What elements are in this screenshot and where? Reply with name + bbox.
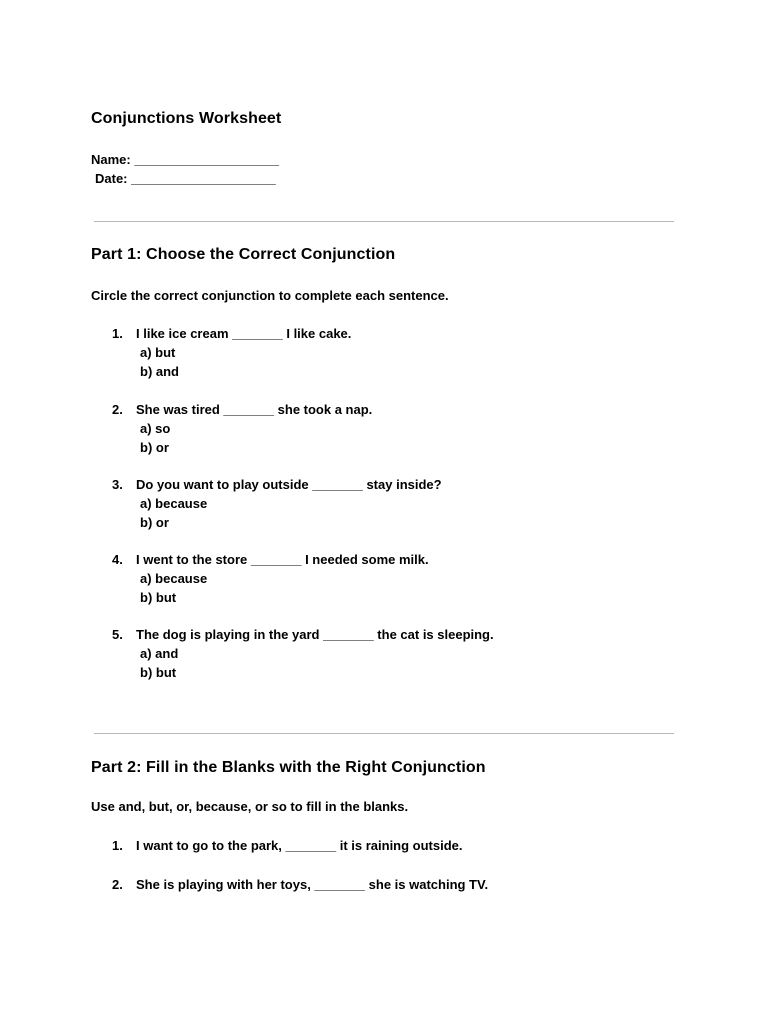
- question-text: I like ice cream _______ I like cake.: [136, 326, 352, 341]
- question-number: 1.: [112, 838, 123, 853]
- question-number: 2.: [112, 877, 123, 892]
- option-b: b) or: [140, 440, 169, 455]
- part2-instruction: Use and, but, or, because, or so to fill in the blanks.: [91, 799, 409, 814]
- option-b: b) and: [140, 364, 179, 379]
- option-a: a) because: [140, 571, 208, 586]
- question-number: 5.: [112, 627, 123, 642]
- option-a: a) because: [140, 496, 208, 511]
- question-text: She is playing with her toys, _______ she is watching TV.: [136, 877, 489, 892]
- divider-2: [94, 733, 674, 734]
- worksheet-title: Conjunctions Worksheet: [91, 110, 282, 127]
- name-field: Name: ____________________: [91, 152, 279, 167]
- question-text: I went to the store _______ I needed some milk.: [136, 552, 429, 567]
- option-a: a) but: [140, 345, 176, 360]
- question-text: The dog is playing in the yard _______ the cat is sleeping.: [136, 627, 494, 642]
- question-number: 1.: [112, 326, 123, 341]
- option-a: a) so: [140, 421, 171, 436]
- question-text: She was tired _______ she took a nap.: [136, 402, 373, 417]
- part1-heading: Part 1: Choose the Correct Conjunction: [91, 246, 396, 263]
- option-b: b) but: [140, 665, 177, 680]
- question-number: 2.: [112, 402, 123, 417]
- question-text: Do you want to play outside _______ stay inside?: [136, 477, 442, 492]
- option-b: b) but: [140, 590, 177, 605]
- part1-instruction: Circle the correct conjunction to complete each sentence.: [91, 288, 449, 303]
- part2-heading: Part 2: Fill in the Blanks with the Right Conjunction: [91, 759, 486, 776]
- option-a: a) and: [140, 646, 179, 661]
- question-number: 4.: [112, 552, 123, 567]
- question-text: I want to go to the park, _______ it is raining outside.: [136, 838, 463, 853]
- option-b: b) or: [140, 515, 169, 530]
- date-field: Date: ____________________: [95, 171, 276, 186]
- divider-1: [94, 221, 674, 222]
- question-number: 3.: [112, 477, 123, 492]
